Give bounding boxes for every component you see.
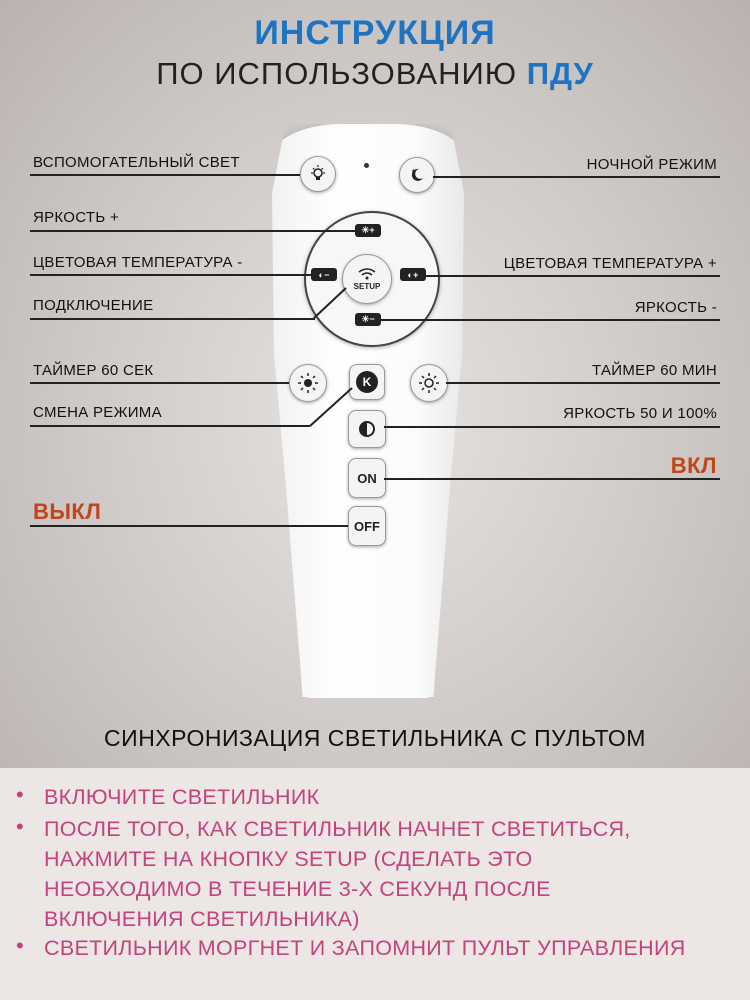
label-on: ВКЛ — [670, 453, 717, 478]
label-brightness-down: ЯРКОСТЬ - — [634, 299, 717, 316]
leader-line-mode — [306, 385, 356, 429]
color-temp-up-button[interactable]: ◐+ — [400, 268, 426, 281]
leader-line — [426, 275, 720, 277]
moon-icon — [407, 165, 427, 185]
leader-line — [384, 478, 720, 480]
k-badge: K — [356, 371, 378, 393]
brightness-up-button[interactable]: ☀+ — [355, 224, 381, 237]
bullet: • — [16, 933, 24, 958]
step-3: СВЕТИЛЬНИК МОРГНЕТ И ЗАПОМНИТ ПУЛЬТ УПРАВЛЕНИЯ — [44, 936, 686, 960]
label-off: ВЫКЛ — [33, 499, 102, 524]
svg-text:★: ★ — [411, 169, 417, 175]
leader-line — [30, 230, 355, 232]
leader-line — [30, 525, 348, 527]
label-timer-60s: ТАЙМЕР 60 СЕК — [33, 362, 154, 379]
bulb-icon — [308, 164, 328, 184]
label-connect: ПОДКЛЮЧЕНИЕ — [33, 297, 154, 314]
contrast-icon — [357, 419, 377, 439]
leader-line — [30, 174, 300, 176]
label-aux-light: ВСПОМОГАТЕЛЬНЫЙ СВЕТ — [33, 154, 240, 171]
off-button[interactable]: OFF — [348, 506, 386, 546]
bullet: • — [16, 814, 24, 839]
leader-line — [30, 425, 310, 427]
aux-light-button[interactable] — [300, 156, 336, 192]
color-temp-down-button[interactable]: ◐− — [311, 268, 337, 281]
label-timer-60m: ТАЙМЕР 60 МИН — [592, 362, 717, 379]
leader-line — [433, 176, 720, 178]
leader-line — [384, 426, 720, 428]
leader-line — [446, 382, 720, 384]
label-mode-change: СМЕНА РЕЖИМА — [33, 404, 162, 421]
label-brightness-50-100: ЯРКОСТЬ 50 И 100% — [563, 405, 717, 422]
bullet: • — [16, 782, 24, 807]
indicator-led — [364, 163, 369, 168]
leader-line-connect — [310, 280, 350, 320]
page-title: ИНСТРУКЦИЯ — [254, 14, 496, 52]
label-night-mode: НОЧНОЙ РЕЖИМ — [586, 156, 717, 173]
label-color-temp-up: ЦВЕТОВАЯ ТЕМПЕРАТУРА + — [503, 255, 717, 272]
night-mode-button[interactable] — [399, 157, 435, 193]
leader-line — [30, 318, 315, 320]
page-subtitle: ПО ИСПОЛЬЗОВАНИЮ ПДУ — [156, 56, 594, 91]
timer-60m-button[interactable] — [410, 364, 448, 402]
step-1: ВКЛЮЧИТЕ СВЕТИЛЬНИК — [44, 785, 320, 809]
leader-line — [30, 274, 311, 276]
leader-line — [381, 319, 720, 321]
brightness-down-button[interactable]: ☀− — [355, 313, 381, 326]
leader-line — [30, 382, 289, 384]
sync-title: СИНХРОНИЗАЦИЯ СВЕТИЛЬНИКА С ПУЛЬТОМ — [104, 725, 646, 751]
setup-label: SETUP — [353, 281, 381, 291]
sun-outline-icon — [418, 372, 440, 394]
label-color-temp-down: ЦВЕТОВАЯ ТЕМПЕРАТУРА - — [33, 254, 243, 271]
on-button[interactable]: ON — [348, 458, 386, 498]
label-brightness-up: ЯРКОСТЬ + — [33, 209, 120, 226]
step-2: ПОСЛЕ ТОГО, КАК СВЕТИЛЬНИК НАЧНЕТ СВЕТИТЬСЯ, НАЖМИТЕ НА КНОПКУ SETUP (СДЕЛАТЬ ЭТО НЕОБХОДИМО В ТЕЧЕНИЕ 3-Х СЕКУНД ПОСЛЕ ВКЛЮЧЕНИЯ СВЕТИЛЬНИКА) — [44, 817, 631, 931]
wifi-icon — [358, 268, 376, 280]
